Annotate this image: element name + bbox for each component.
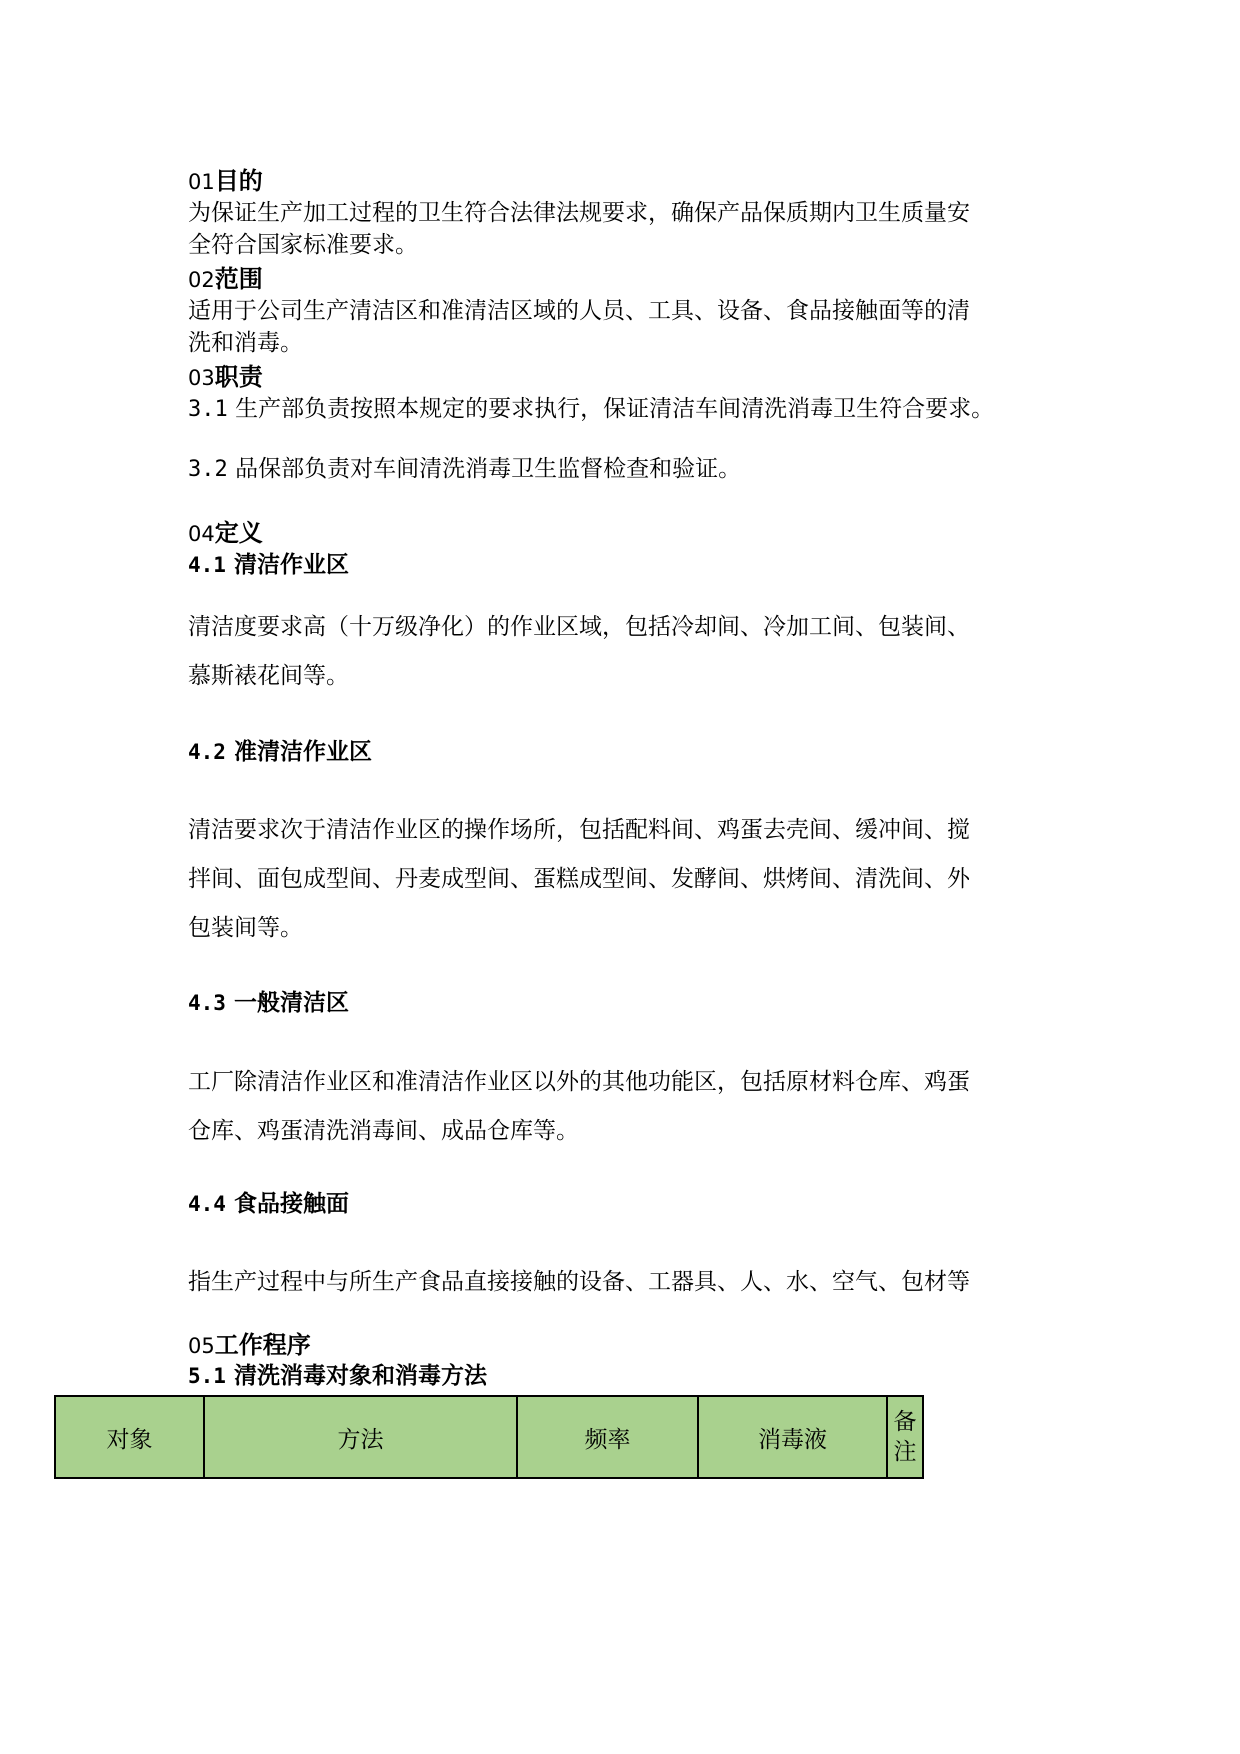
table-header-disinfectant: 消毒液: [698, 1396, 887, 1478]
item-text: 品保部负责对车间清洗消毒卫生监督检查和验证。: [235, 456, 742, 482]
paragraph-line: 清洁度要求高（十万级净化）的作业区域，包括冷却间、冷加工间、包装间、: [188, 614, 970, 640]
paragraph-line: 仓库、鸡蛋清洗消毒间、成品仓库等。: [188, 1118, 579, 1144]
paragraph-line: 工厂除清洁作业区和准清洁作业区以外的其他功能区，包括原材料仓库、鸡蛋: [188, 1069, 970, 1095]
paragraph-line: 全符合国家标准要求。: [188, 232, 418, 258]
subsection-heading-4-2: [188, 737, 372, 767]
responsibility-item-3-1: [188, 393, 994, 426]
section-number: 04: [188, 522, 215, 546]
section-title: 工作程序: [214, 1331, 311, 1359]
section-number: 01: [188, 170, 215, 194]
remarks-char-2: 注: [893, 1439, 917, 1465]
table-header-row: [55, 1396, 923, 1478]
subsection-number: 4.4: [188, 1192, 226, 1216]
paragraph-line: 包装间等。: [188, 915, 303, 941]
item-text: 生产部负责按照本规定的要求执行，保证清洁车间清洗消毒卫生符合要求。: [235, 396, 995, 422]
remarks-char-1: 备: [893, 1409, 917, 1435]
paragraph-line: 为保证生产加工过程的卫生符合法律法规要求，确保产品保质期内卫生质量安: [188, 200, 970, 226]
paragraph-line: 指生产过程中与所生产食品直接接触的设备、工器具、人、水、空气、包材等: [188, 1269, 970, 1295]
table-header-object: 对象: [55, 1396, 204, 1478]
section-heading-05: [188, 1330, 311, 1361]
subsection-heading-5-1: [188, 1361, 487, 1391]
subsection-heading-4-4: [188, 1189, 349, 1219]
paragraph-line: 洗和消毒。: [188, 330, 303, 356]
section-number: 03: [188, 366, 215, 390]
section-heading-03: [188, 362, 263, 393]
item-number: 3.2: [188, 457, 228, 482]
table-header-remarks: [887, 1396, 923, 1478]
section-title: 范围: [214, 265, 263, 293]
section-heading-04: [188, 518, 263, 549]
item-number: 3.1: [188, 397, 228, 422]
subsection-number: 5.1: [188, 1364, 226, 1388]
subsection-heading-4-1: [188, 550, 349, 580]
paragraph-line: 拌间、面包成型间、丹麦成型间、蛋糕成型间、发酵间、烘烤间、清洗间、外: [188, 866, 970, 892]
subsection-number: 4.2: [188, 740, 226, 764]
table-header-method: 方法: [204, 1396, 517, 1478]
subsection-title: 清洁作业区: [233, 552, 349, 578]
subsection-title: 食品接触面: [233, 1191, 349, 1217]
section-title: 职责: [214, 363, 263, 391]
table-header-frequency: 频率: [517, 1396, 698, 1478]
paragraph-line: 清洁要求次于清洁作业区的操作场所，包括配料间、鸡蛋去壳间、缓冲间、搅: [188, 817, 970, 843]
subsection-title: 准清洁作业区: [233, 739, 372, 765]
disinfection-table: [54, 1395, 924, 1479]
paragraph-line: 适用于公司生产清洁区和准清洁区域的人员、工具、设备、食品接触面等的清: [188, 298, 970, 324]
section-heading-02: [188, 264, 263, 295]
section-title: 目的: [214, 167, 263, 195]
paragraph-line: 慕斯裱花间等。: [188, 663, 349, 689]
subsection-heading-4-3: [188, 988, 349, 1018]
subsection-title: 一般清洁区: [233, 990, 349, 1016]
subsection-number: 4.1: [188, 553, 226, 577]
section-number: 02: [188, 268, 215, 292]
section-number: 05: [188, 1334, 215, 1358]
section-heading-01: [188, 166, 263, 197]
responsibility-item-3-2: [188, 453, 741, 486]
subsection-number: 4.3: [188, 991, 226, 1015]
subsection-title: 清洗消毒对象和消毒方法: [233, 1363, 487, 1389]
section-title: 定义: [214, 519, 263, 547]
